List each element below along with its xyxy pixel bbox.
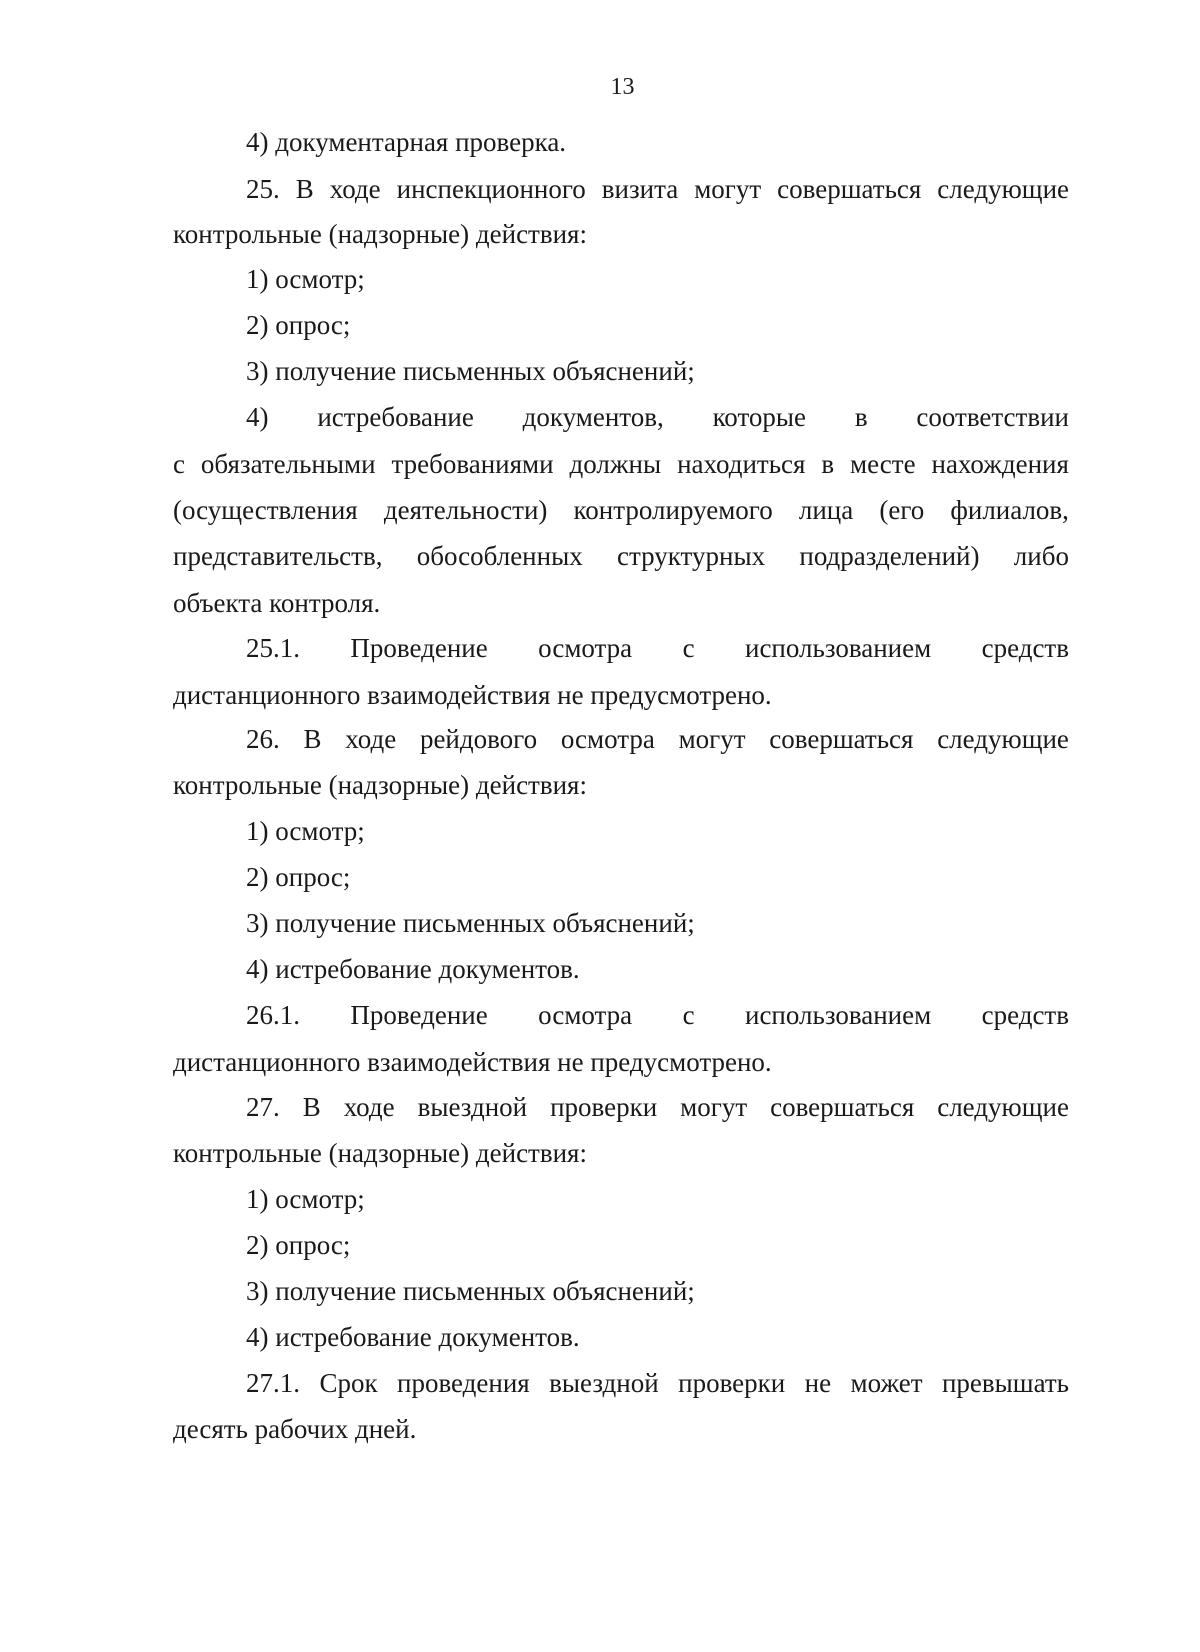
text-word: инспекционного	[396, 174, 586, 204]
text-line	[173, 1136, 587, 1170]
text-word: с	[173, 449, 185, 479]
text-line	[173, 493, 1069, 527]
text-word: 25.1.	[246, 633, 300, 663]
text-word: превышать	[941, 1368, 1069, 1398]
text-word: с	[682, 1000, 695, 1030]
text-word: следующие	[937, 1092, 1069, 1122]
text-word: документов,	[522, 402, 664, 432]
text-line	[246, 1366, 1069, 1400]
text-word: 2) опрос;	[246, 1230, 351, 1260]
text-word: структурных	[617, 541, 766, 571]
text-line	[246, 1320, 580, 1354]
text-line	[246, 952, 580, 986]
text-word: 26.	[246, 724, 280, 754]
text-word: В	[295, 174, 314, 204]
text-word: 1) осмотр;	[246, 264, 365, 294]
text-word: Проведение	[350, 1000, 488, 1030]
text-word: (его	[879, 495, 925, 525]
text-word: (осуществления	[173, 495, 358, 525]
text-word: 25.	[246, 174, 280, 204]
text-word: требованиями	[391, 449, 554, 479]
text-word: контрольные (надзорные) действия:	[173, 219, 587, 249]
text-line	[173, 539, 1069, 573]
text-word: филиалов,	[950, 495, 1069, 525]
text-word: 4) истребование документов.	[246, 954, 580, 984]
text-word: могут	[678, 724, 746, 754]
text-word: могут	[694, 174, 762, 204]
text-word: 26.1.	[246, 1000, 300, 1030]
text-word: обязательными	[200, 449, 376, 479]
text-word: 4) документарная проверка.	[246, 127, 567, 157]
text-word: В	[302, 1092, 321, 1122]
text-line	[246, 308, 350, 342]
text-word: 27.	[246, 1092, 280, 1122]
text-word: подразделений)	[799, 541, 980, 571]
text-word: проведения	[397, 1368, 530, 1398]
text-line	[246, 998, 1069, 1032]
text-line	[246, 906, 695, 940]
text-line	[246, 354, 695, 388]
text-word: в	[821, 449, 835, 479]
text-word: десять рабочих дней.	[173, 1414, 417, 1444]
text-word: истребование	[317, 402, 474, 432]
text-word: использованием	[745, 633, 932, 663]
text-word: 4) истребование документов.	[246, 1322, 580, 1352]
text-word: дистанционного взаимодействия не предусмотрено.	[173, 1047, 772, 1077]
text-word: с	[682, 633, 695, 663]
text-line	[246, 631, 1069, 665]
text-word: контрольные (надзорные) действия:	[173, 1138, 587, 1168]
text-word: визита	[601, 174, 679, 204]
text-word: должны	[569, 449, 662, 479]
text-word: представительств,	[173, 541, 383, 571]
text-word: ходе	[329, 174, 381, 204]
text-word: выездной	[417, 1092, 528, 1122]
text-line	[173, 678, 772, 712]
text-word: Проведение	[350, 633, 488, 663]
text-word: совершаться	[769, 724, 914, 754]
text-word: 27.1.	[246, 1368, 300, 1398]
page-number: 13	[610, 74, 635, 100]
text-word: ходе	[345, 724, 397, 754]
text-word: В	[303, 724, 322, 754]
text-line	[173, 1412, 416, 1446]
text-word: 3) получение письменных объяснений;	[246, 908, 695, 938]
text-line	[246, 125, 566, 159]
text-line	[173, 217, 587, 251]
text-line	[246, 262, 365, 296]
text-word: которые	[712, 402, 807, 432]
text-line	[173, 1045, 772, 1079]
text-word: Срок	[319, 1368, 378, 1398]
text-line	[246, 722, 1069, 756]
text-word: находиться	[677, 449, 806, 479]
text-word: объекта контроля.	[173, 588, 381, 618]
text-word: ходе	[343, 1092, 395, 1122]
text-word: 2) опрос;	[246, 310, 351, 340]
text-line	[246, 1228, 350, 1262]
text-word: проверки	[550, 1092, 658, 1122]
text-word: средств	[981, 1000, 1069, 1030]
text-word: может	[850, 1368, 923, 1398]
text-word: совершаться	[777, 174, 922, 204]
text-word: обособленных	[416, 541, 583, 571]
text-line	[173, 586, 380, 620]
text-word: осмотра	[560, 724, 655, 754]
text-word: осмотра	[538, 1000, 633, 1030]
text-word: месте	[850, 449, 916, 479]
text-word: 1) осмотр;	[246, 1184, 365, 1214]
text-word: осмотра	[538, 633, 633, 663]
text-line	[173, 768, 587, 802]
text-line	[246, 1182, 365, 1216]
text-word: выездной	[549, 1368, 659, 1398]
text-word: соответствии	[916, 402, 1069, 432]
text-line	[246, 1274, 695, 1308]
text-word: совершаться	[770, 1092, 915, 1122]
text-line	[246, 814, 365, 848]
text-word: контрольные (надзорные) действия:	[173, 770, 587, 800]
text-word: рейдового	[419, 724, 538, 754]
text-word: 2) опрос;	[246, 862, 351, 892]
text-word: контролируемого	[573, 495, 773, 525]
text-word: 3) получение письменных объяснений;	[246, 1276, 695, 1306]
text-line	[246, 400, 1069, 434]
text-line	[173, 447, 1069, 481]
text-word: деятельности)	[383, 495, 548, 525]
text-word: нахождения	[931, 449, 1069, 479]
text-word: средств	[981, 633, 1069, 663]
text-word: могут	[680, 1092, 748, 1122]
text-word: либо	[1013, 541, 1069, 571]
text-line	[246, 1090, 1069, 1124]
text-word: следующие	[937, 174, 1069, 204]
text-word: 4)	[246, 402, 269, 432]
text-word: следующие	[937, 724, 1069, 754]
text-word: дистанционного взаимодействия не предусмотрено.	[173, 680, 772, 710]
text-word: использованием	[745, 1000, 932, 1030]
text-line	[246, 860, 350, 894]
text-word: 3) получение письменных объяснений;	[246, 356, 695, 386]
text-word: лица	[798, 495, 854, 525]
text-word: не	[804, 1368, 832, 1398]
text-word: 1) осмотр;	[246, 816, 365, 846]
text-word: проверки	[678, 1368, 786, 1398]
text-line	[246, 172, 1069, 206]
text-word: в	[854, 402, 868, 432]
